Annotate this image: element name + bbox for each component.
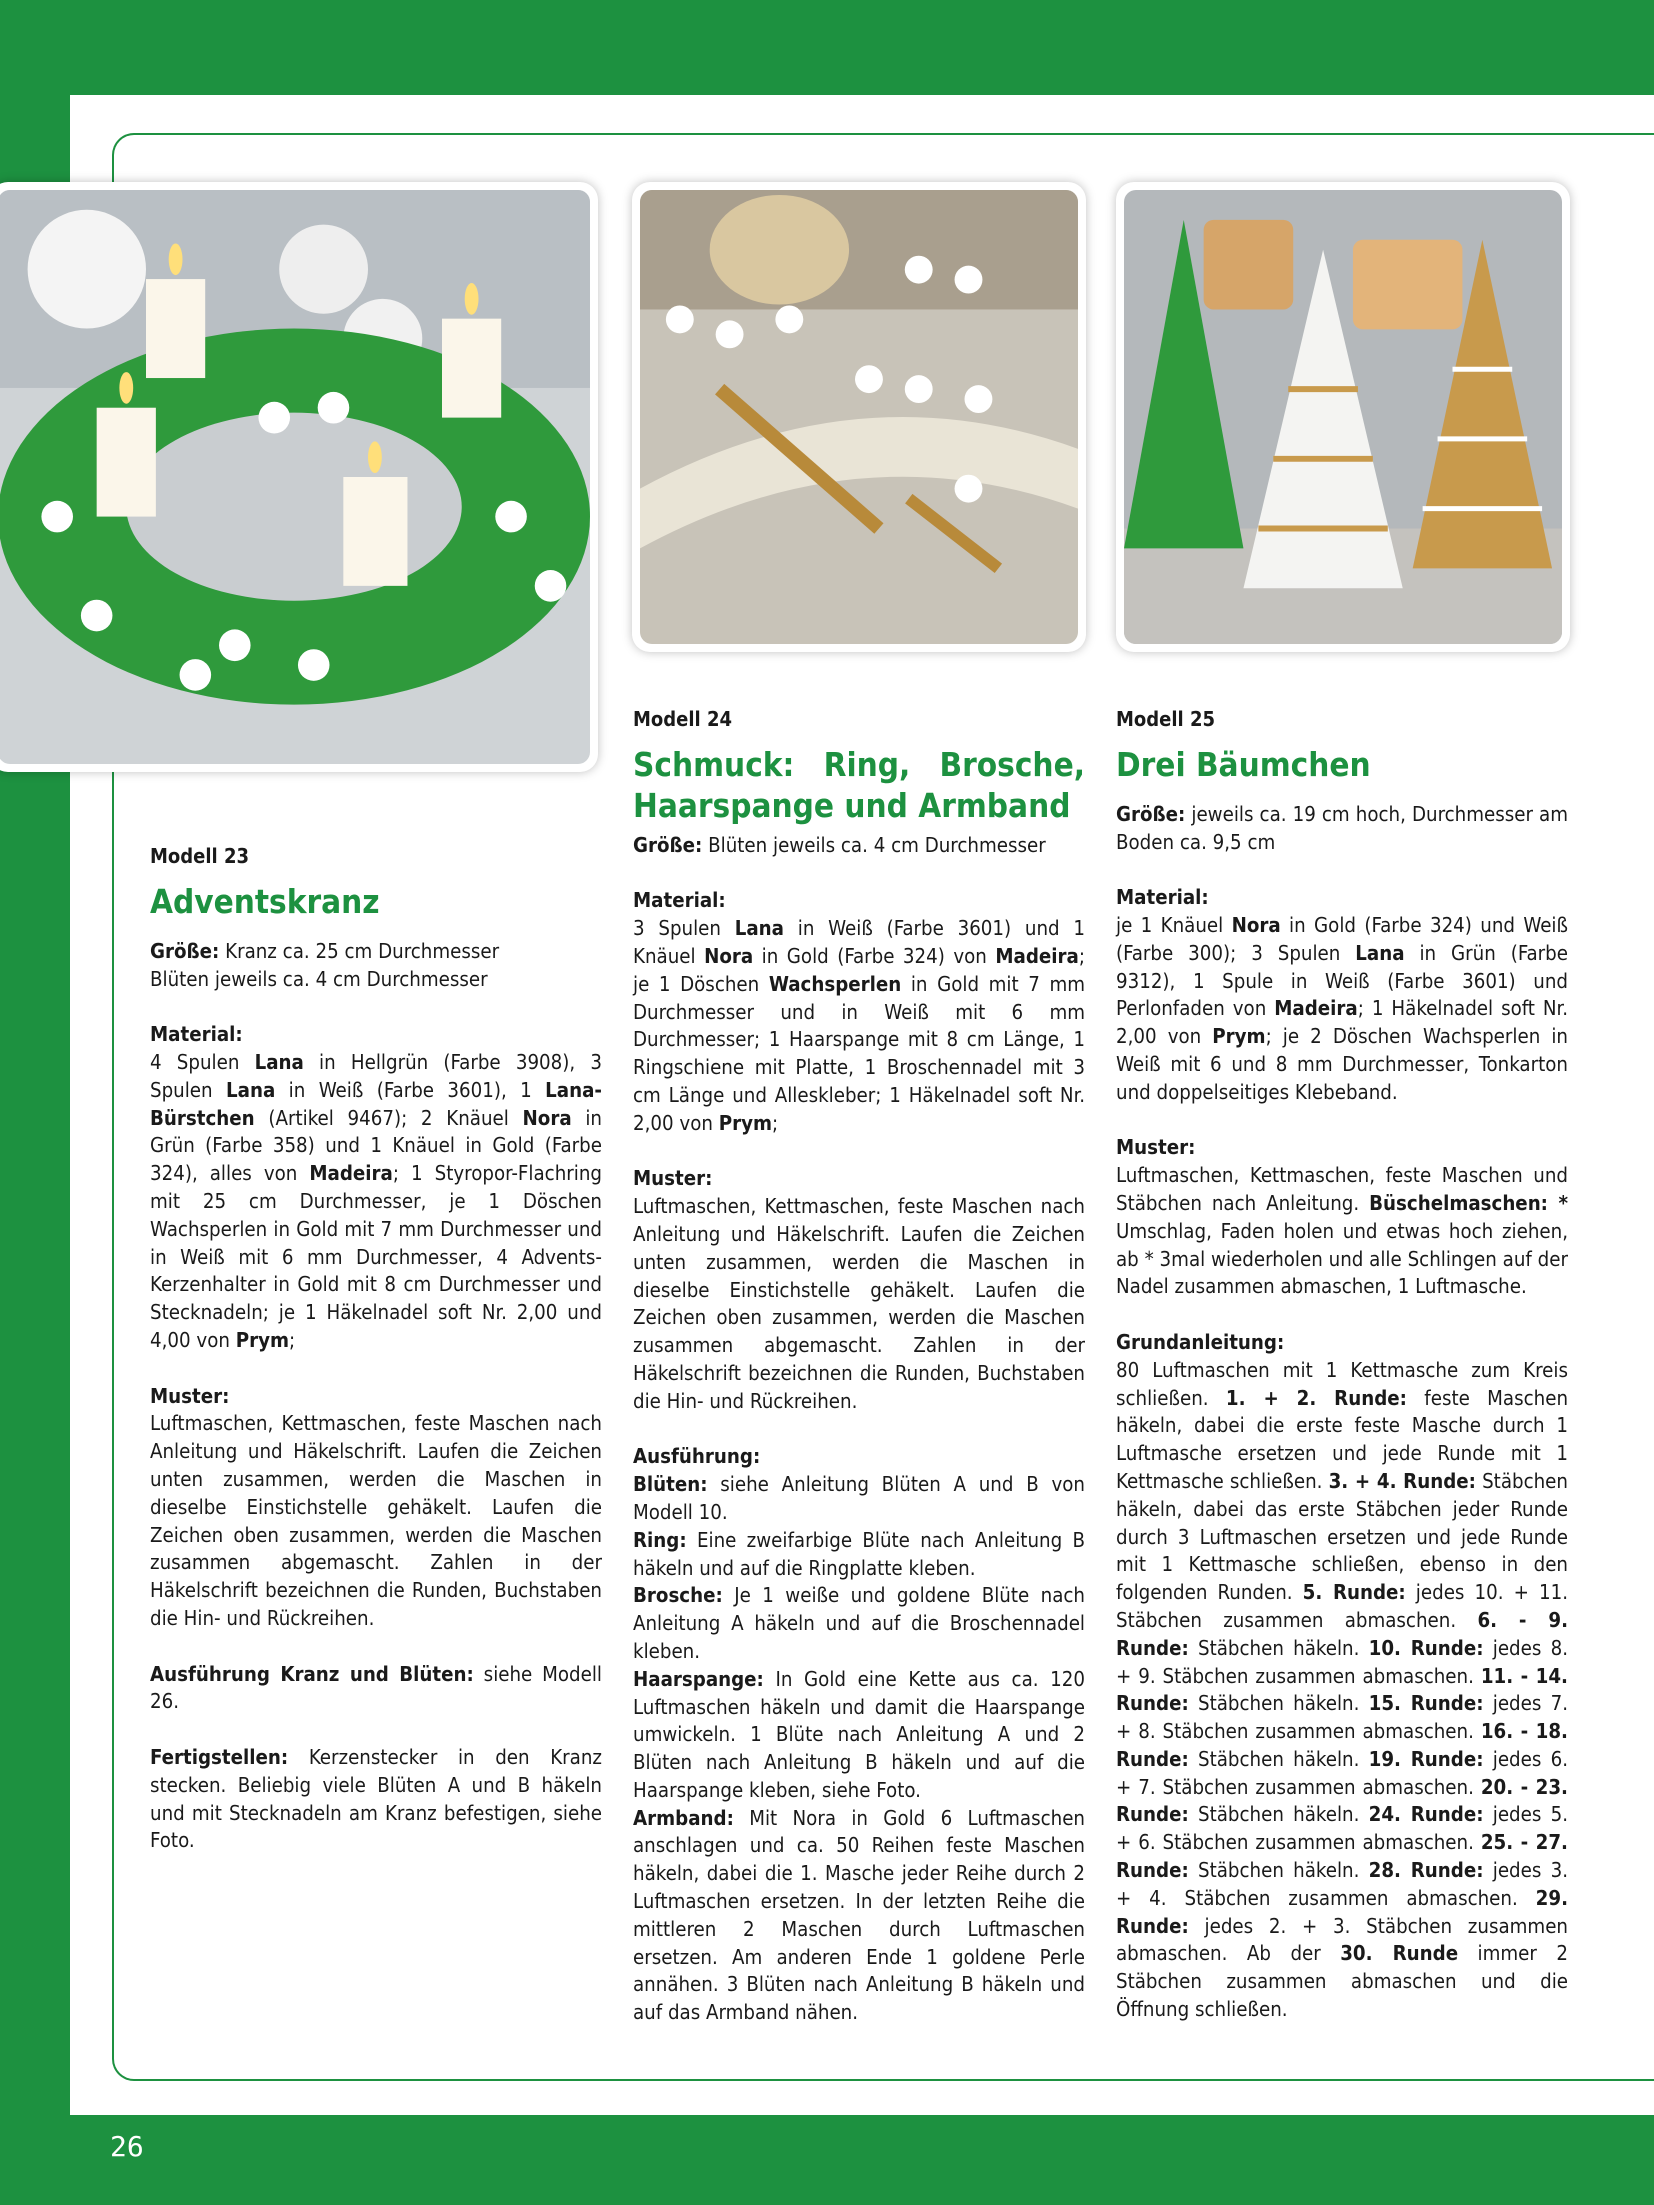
ausfuehrung-text: Ausführung Kranz und Blüten: siehe Modell 26.: [150, 1661, 603, 1714]
grundanleitung-heading: Grundanleitung:: [1116, 1329, 1285, 1354]
fertigstellen-text: Fertigstellen: Kerzenstecker in den Kranz stecken. Beliebig viele Blüten A und B häkeln und mit Stecknadeln am Kranz befestigen, siehe Foto.: [150, 1744, 602, 1853]
material-text: 3 Spulen Lana in Weiß (Farbe 3601) und 1 Knäuel Nora in Gold (Farbe 324) von Madeira; je 1 Döschen Wachsperlen in Gold mit 7 mm Durchmesser und in Weiß mit 6 mm Durchmesser; 1 Haarspange mit 8 cm Länge, 1 Ringschiene mit Platte, 1 Broschennadel mit 3 cm Länge und Alleskleber; 1 Häkelnadel soft Nr. 2,00 von Prym;: [633, 916, 1085, 1135]
model-label: Modell 23: [150, 844, 249, 868]
model-label: Modell 25: [1116, 707, 1215, 731]
column-modell-24: [633, 706, 1085, 2027]
item-haarspange: Haarspange: In Gold eine Kette aus ca. 120 Luftmaschen häkeln und damit die Haarspange umwickeln. 1 Blüte nach Anleitung A und 2 Blüten nach Anleitung B häkeln und auf die Haarspange kleben, siehe Foto.: [633, 1666, 1085, 1802]
column-modell-25: [1116, 706, 1568, 2024]
grundanleitung-text: 80 Luftmaschen mit 1 Kettmasche zum Kreis schließen. 1. + 2. Runde: feste Maschen häkeln, dabei die erste feste Masche durch 1 Luftmasche ersetzen und jede Runde mit 1 Kettmasche schließen. 3. + 4. Runde: Stäbchen häkeln, dabei das erste Stäbchen jeder Runde durch 3 Luftmaschen ersetzen und jede Runde mit 1 Kettmasche schließen, ebenso in den folgenden Runden. 5. Runde: jedes 10. + 11. Stäbchen zusammen abmaschen. 6. - 9. Runde: Stäbchen häkeln. 10. Runde: jedes 8. + 9. Stäbchen zusammen abmaschen. 11. - 14. Runde: Stäbchen häkeln. 15. Runde: jedes 7. + 8. Stäbchen zusammen abmaschen. 16. - 18. Runde: Stäbchen häkeln. 19. Runde: jedes 6. + 7. Stäbchen zusammen abmaschen. 20. - 23. Runde: Stäbchen häkeln. 24. Runde: jedes 5. + 6. Stäbchen zusammen abmaschen. 25. - 27. Runde: Stäbchen häkeln. 28. Runde: jedes 3. + 4. Stäbchen zusammen abmaschen. 29. Runde: jedes 2. + 3. Stäbchen zusammen abmaschen. Ab der 30. Runde immer 2 Stäbchen zusammen abmaschen und die Öffnung schließen.: [1116, 1357, 1569, 2022]
material-text: 4 Spulen Lana in Hellgrün (Farbe 3908), 3 Spulen Lana in Weiß (Farbe 3601), 1 Lana-Bürstchen (Artikel 9467); 2 Knäuel Nora in Grün (Farbe 358) und 1 Knäuel in Gold (Farbe 324), alles von Madeira; 1 Styropor-Flachring mit 25 cm Durchmesser, je 1 Döschen Wachsperlen in Gold mit 7 mm Durchmesser und in Weiß mit 6 mm Durchmesser, 4 Advents-Kerzenhalter in Gold mit 8 cm Durchmesser und Stecknadeln; je 1 Häkelnadel soft Nr. 2,00 und 4,00 von Prym;: [150, 1049, 602, 1352]
muster-heading: Muster:: [150, 1383, 230, 1408]
material-heading: Material:: [1116, 885, 1209, 910]
material-heading: Material:: [150, 1022, 243, 1047]
item-ring: Ring: Eine zweifarbige Blüte nach Anleitung B häkeln und auf die Ringplatte kleben.: [633, 1527, 1085, 1580]
item-brosche: Brosche: Je 1 weiße und goldene Blüte nach Anleitung A häkeln und auf die Broschennadel kleben.: [633, 1583, 1085, 1663]
model-title: Drei Bäumchen: [1116, 744, 1371, 784]
adventskranz-photo: [0, 182, 598, 772]
schmuck-photo: [632, 182, 1086, 652]
size-line-2: Blüten jeweils ca. 4 cm Durchmesser: [150, 966, 488, 991]
size-line: Größe: Blüten jeweils ca. 4 cm Durchmesser: [633, 832, 1046, 857]
baeumchen-photo: [1116, 182, 1570, 652]
muster-heading: Muster:: [633, 1166, 713, 1191]
size-line: Größe: Kranz ca. 25 cm Durchmesser: [150, 938, 500, 963]
model-title: Schmuck: Ring, Brosche, Haarspange und Armband: [633, 744, 1085, 825]
muster-heading: Muster:: [1116, 1135, 1196, 1160]
muster-text: Luftmaschen, Kettmaschen, feste Maschen nach Anleitung und Häkelschrift. Laufen die Zeichen unten zusammen, werden die Maschen in dieselbe Einstichstelle gehäkelt. Laufen die Zeichen oben zusammen, werden die Maschen zusammen abgemascht. Zahlen in der Häkelschrift bezeichnen die Runden, Buchstaben die Hin- und Rückreihen.: [150, 1411, 602, 1630]
material-heading: Material:: [633, 888, 726, 913]
muster-text: Luftmaschen, Kettmaschen, feste Maschen und Stäbchen nach Anleitung. Büschelmaschen: * Umschlag, Faden holen und etwas hoch ziehen, ab * 3mal wiederholen und alle Schlingen auf der Nadel zusammen abmaschen, 1 Luftmasche.: [1116, 1163, 1569, 1299]
size-line: Größe: jeweils ca. 19 cm hoch, Durchmesser am Boden ca. 9,5 cm: [1116, 801, 1568, 854]
muster-text: Luftmaschen, Kettmaschen, feste Maschen nach Anleitung und Häkelschrift. Laufen die Zeichen unten zusammen, werden die Maschen in dieselbe Einstichstelle gehäkelt. Laufen die Zeichen oben zusammen, werden die Maschen zusammen abgemascht. Zahlen in der Häkelschrift bezeichnen die Runden, Buchstaben die Hin- und Rückreihen.: [633, 1194, 1085, 1413]
item-armband: Armband: Mit Nora in Gold 6 Luftmaschen anschlagen und ca. 50 Reihen feste Maschen häkeln, dabei die 1. Masche jeder Reihe durch 2 Luftmaschen ersetzen. In der letzten Reihe die mittleren 2 Maschen durch Luftmaschen ersetzen. Am anderen Ende 1 goldene Perle annähen. 3 Blüten nach Anleitung B häkeln und auf das Armband nähen.: [633, 1805, 1085, 2025]
page-number: 26: [110, 2130, 144, 2163]
model-label: Modell 24: [633, 707, 732, 731]
model-title: Adventskranz: [150, 881, 380, 921]
column-modell-23: [150, 843, 602, 1855]
item-blueten: Blüten: siehe Anleitung Blüten A und B von Modell 10.: [633, 1472, 1085, 1524]
material-text: je 1 Knäuel Nora in Gold (Farbe 324) und Weiß (Farbe 300); 3 Spulen Lana in Grün (Farbe 9312), 1 Spule in Weiß (Farbe 3601) und Perlonfaden von Madeira; 1 Häkelnadel soft Nr. 2,00 von Prym; je 2 Döschen Wachsperlen in Weiß mit 6 und 8 mm Durchmesser, Tonkarton und doppelseitiges Klebeband.: [1116, 912, 1568, 1104]
ausfuehrung-heading: Ausführung:: [633, 1444, 761, 1469]
